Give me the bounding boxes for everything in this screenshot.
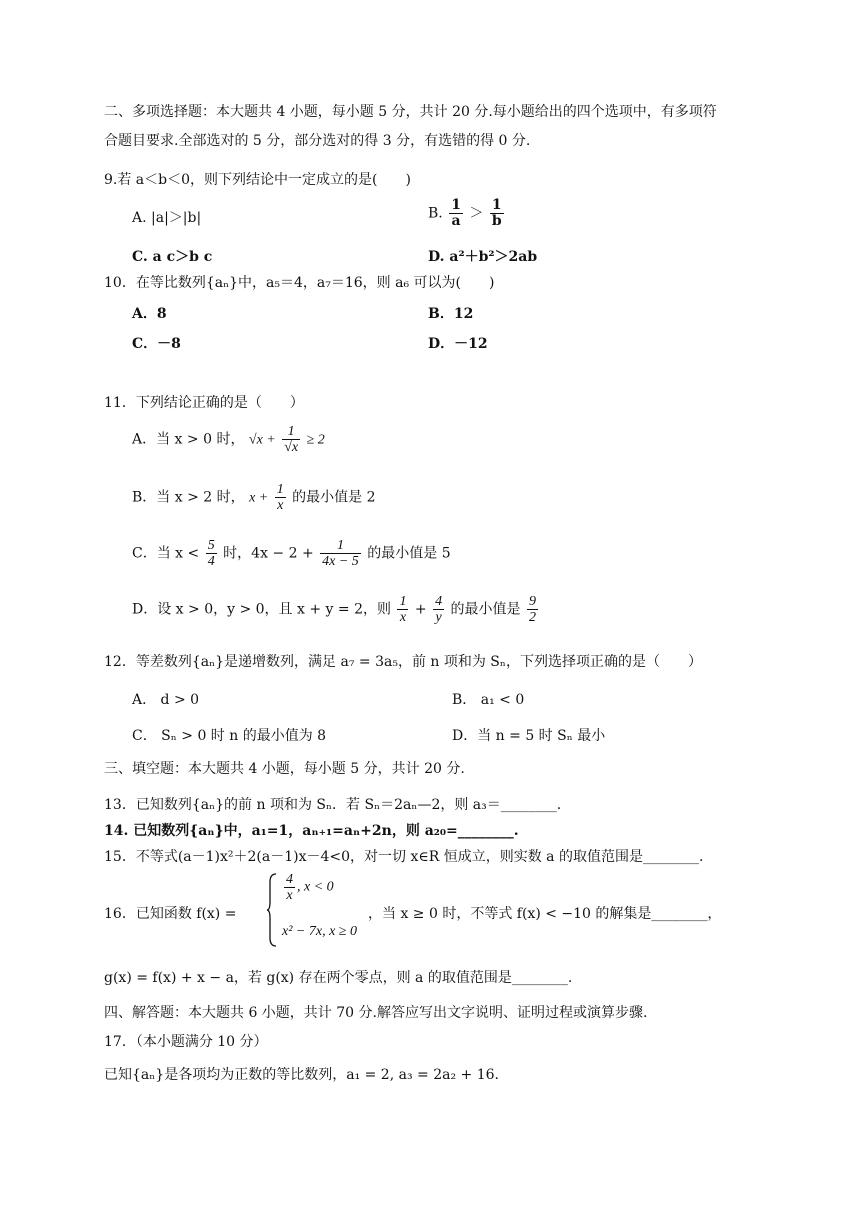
q12-option-b: B． a₁ < 0 <box>452 692 525 708</box>
section2-line2: 合题目要求.全部选对的 5 分，部分选对的得 3 分，有选错的得 0 分. <box>104 133 531 149</box>
q12-option-a: A． d > 0 <box>132 692 200 708</box>
fraction: $\frac{1}{x}$ <box>276 482 284 513</box>
q10-option-a: A．8 <box>132 306 167 322</box>
section2-line1: 二、多项选择题：本大题共 4 小题，每小题 5 分，共计 20 分.每小题给出的四个选项中，有多项符 <box>104 104 717 120</box>
q16-line2: g(x) = f(x) + x − a，若 g(x) 存在两个零点，则 a 的取值范围是________. <box>104 970 573 986</box>
section3-title: 三、填空题：本大题共 4 小题，每小题 5 分，共计 20 分. <box>104 761 465 777</box>
q12-stem: 12．等差数列{aₙ}是递增数列，满足 a₇ = 3a₅，前 n 项和为 Sₙ，下列选择项正确的是（ ） <box>104 654 702 670</box>
fraction: $\frac{5}{4}$ <box>207 538 215 569</box>
section4-title: 四、解答题：本大题共 6 小题，共计 70 分.解答应写出文字说明、证明过程或演算步骤. <box>104 1005 648 1021</box>
q9-option-b: B. $\frac{1}{a}$ ＞ $\frac{1}{b}$ <box>428 197 502 229</box>
q13: 13．已知数列{aₙ}的前 n 项和为 Sₙ．若 Sₙ＝2aₙ—2，则 a₃＝________. <box>104 797 562 813</box>
fraction: $\frac{9}{2}$ <box>528 594 536 625</box>
fraction: $\frac{1}{√x}$ <box>284 424 299 455</box>
fraction: $\frac{1}{a}$ <box>451 197 461 229</box>
q17-head: 17．（本小题满分 10 分） <box>104 1034 268 1050</box>
q10-option-d: D．－12 <box>428 336 488 352</box>
q9-option-a: A. |a|＞|b| <box>132 210 202 226</box>
q14: 14. 已知数列{aₙ}中，a₁=1，aₙ₊₁=aₙ+2n，则 a₂₀=________. <box>104 823 519 839</box>
q16-post: ，当 x ≥ 0 时，不等式 f(x) < −10 的解集是________， <box>368 906 722 922</box>
left-brace-icon <box>266 872 278 948</box>
q11-option-a: A．当 x > 0 时， √x + $\frac{1}{√x}$ ≥ 2 <box>132 424 325 455</box>
fraction: $\frac{1}{4x - 5}$ <box>322 538 359 569</box>
q16-pre: 16．已知函数 f(x) = <box>104 906 237 922</box>
q9-option-c: C. a c＞b c <box>132 249 213 265</box>
q10-stem: 10．在等比数列{aₙ}中，a₅＝4，a₇＝16，则 a₆ 可以为( ) <box>104 275 495 291</box>
q12-option-c: C． Sₙ > 0 时 n 的最小值为 8 <box>132 728 327 744</box>
q11-option-c: C．当 x < $\frac{5}{4}$ 时，4x − 2 + $\frac{1}{4x - 5}$ 的最小值是 5 <box>132 538 451 569</box>
q9-option-d: D. a²＋b²＞2ab <box>428 249 538 265</box>
q11-option-d: D．设 x > 0，y > 0，且 x + y = 2，则 $\frac{1}{x}$ + $\frac{4}{y}$ 的最小值是 $\frac{9}{2}$ <box>132 594 536 625</box>
q12-option-d: D．当 n = 5 时 Sₙ 最小 <box>452 728 606 744</box>
fraction: $\frac{1}{x}$ <box>399 594 407 625</box>
q10-option-b: B．12 <box>428 306 474 322</box>
q11-option-b: B．当 x > 2 时， x + $\frac{1}{x}$ 的最小值是 2 <box>132 482 376 513</box>
q17-body: 已知{aₙ}是各项均为正数的等比数列，a₁ = 2, a₃ = 2a₂ + 16. <box>104 1067 499 1083</box>
q15: 15．不等式(a－1)x²＋2(a－1)x－4<0，对一切 x∈R 恒成立，则实数 a 的取值范围是________. <box>104 849 704 865</box>
fraction: $\frac{1}{b}$ <box>491 197 502 229</box>
fraction: $\frac{4}{x}$ <box>286 872 293 903</box>
q9-stem: 9.若 a＜b＜0，则下列结论中一定成立的是( ) <box>104 172 411 188</box>
q11-stem: 11．下列结论正确的是（ ） <box>104 395 304 411</box>
q10-option-c: C．－8 <box>132 336 181 352</box>
fraction: $\frac{4}{y}$ <box>435 594 443 625</box>
